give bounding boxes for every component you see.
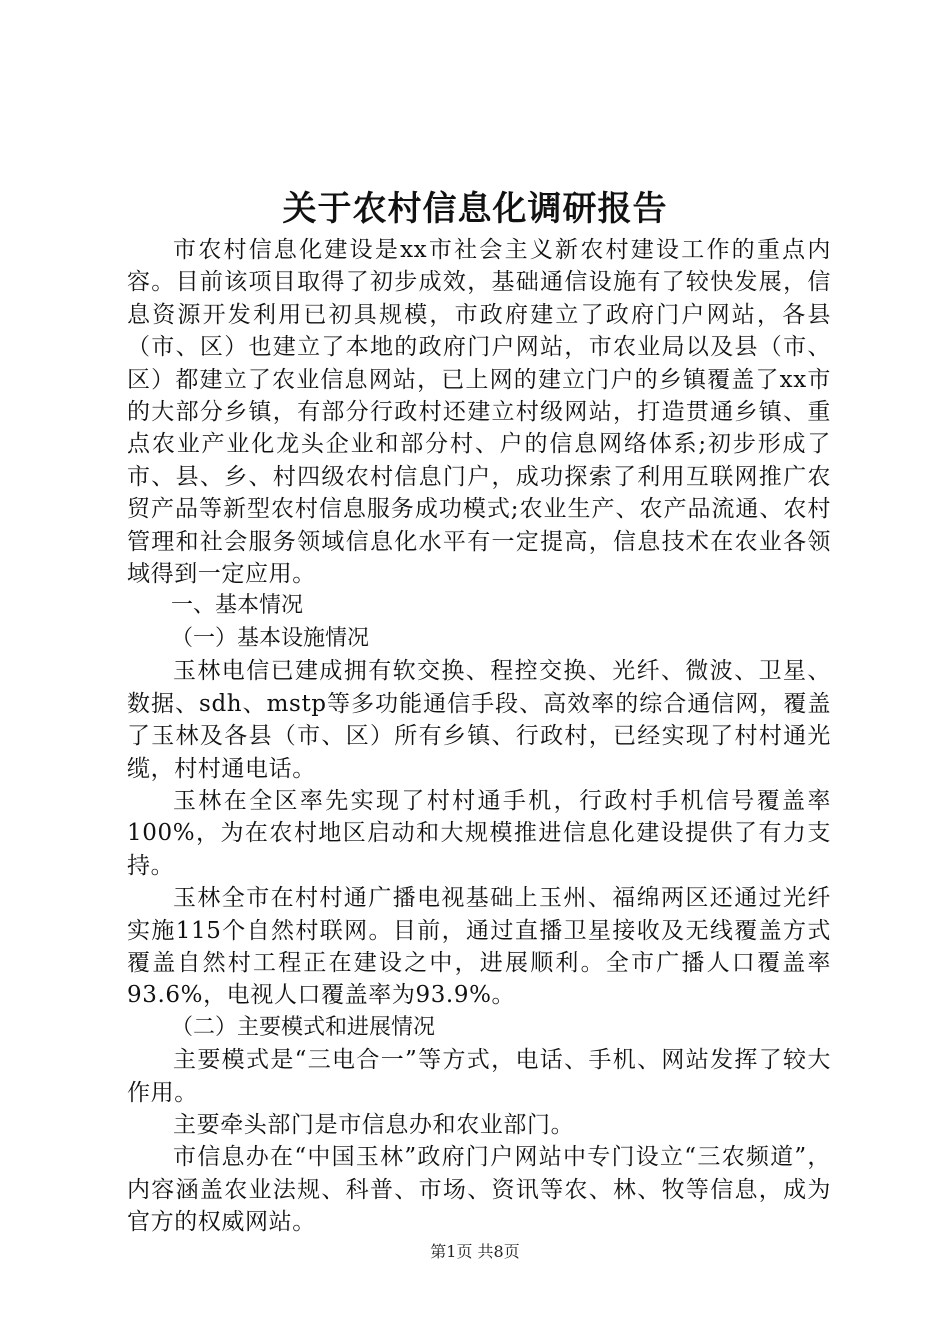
document-body [127, 234, 831, 1239]
document-title: 关于农村信息化调研报告 [282, 189, 668, 229]
paragraph: 玉林电信已建成拥有软交换、程控交换、光纤、微波、卫星、数据、sdh、mstp等多功能通信手段、高效率的综合通信网，覆盖了玉林及各县（市、区）所有乡镇、行政村，已经实现了村村通光缆，村村通电话。 [127, 658, 831, 782]
paragraph: 玉林全市在村村通广播电视基础上玉州、福绵两区还通过光纤实施115个自然村联网。目前，通过直播卫星接收及无线覆盖方式覆盖自然村工程正在建设之中，进展顺利。全市广播人口覆盖率93.6%，电视人口覆盖率为93.9%。 [127, 885, 831, 1009]
section-heading: 一、基本情况 [171, 593, 304, 619]
paragraph: 市信息办在“中国玉林”政府门户网站中专门设立“三农频道”，内容涵盖农业法规、科普、市场、资讯等农、林、牧等信息，成为官方的权威网站。 [127, 1144, 831, 1236]
page-footer: 第1页 共8页 [430, 1242, 520, 1261]
paragraph: 玉林在全区率先实现了村村通手机，行政村手机信号覆盖率100%，为在农村地区启动和大规模推进信息化建设提供了有力支持。 [127, 787, 831, 879]
subsection-heading: （一）基本设施情况 [171, 625, 370, 651]
paragraph: 主要模式是“三电合一”等方式，电话、手机、网站发挥了较大作用。 [127, 1047, 831, 1106]
paragraph: 市农村信息化建设是xx市社会主义新农村建设工作的重点内容。目前该项目取得了初步成效，基础通信设施有了较快发展，信息资源开发利用已初具规模，市政府建立了政府门户网站，各县（市、区）也建立了本地的政府门户网站，市农业局以及县（市、区）都建立了农业信息网站，已上网的建立门户的乡镇覆盖了xx市的大部分乡镇，有部分行政村还建立村级网站，打造贯通乡镇、重点农业产业化龙头企业和部分村、户的信息网络体系;初步形成了市、县、乡、村四级农村信息门户，成功探索了利用互联网推广农贸产品等新型农村信息服务成功模式;农业生产、农产品流通、农村管理和社会服务领域信息化水平有一定提高，信息技术在农业各领域得到一定应用。 [127, 237, 831, 588]
paragraph: 主要牵头部门是市信息办和农业部门。 [173, 1111, 575, 1138]
subsection-heading: （二）主要模式和进展情况 [171, 1014, 436, 1040]
